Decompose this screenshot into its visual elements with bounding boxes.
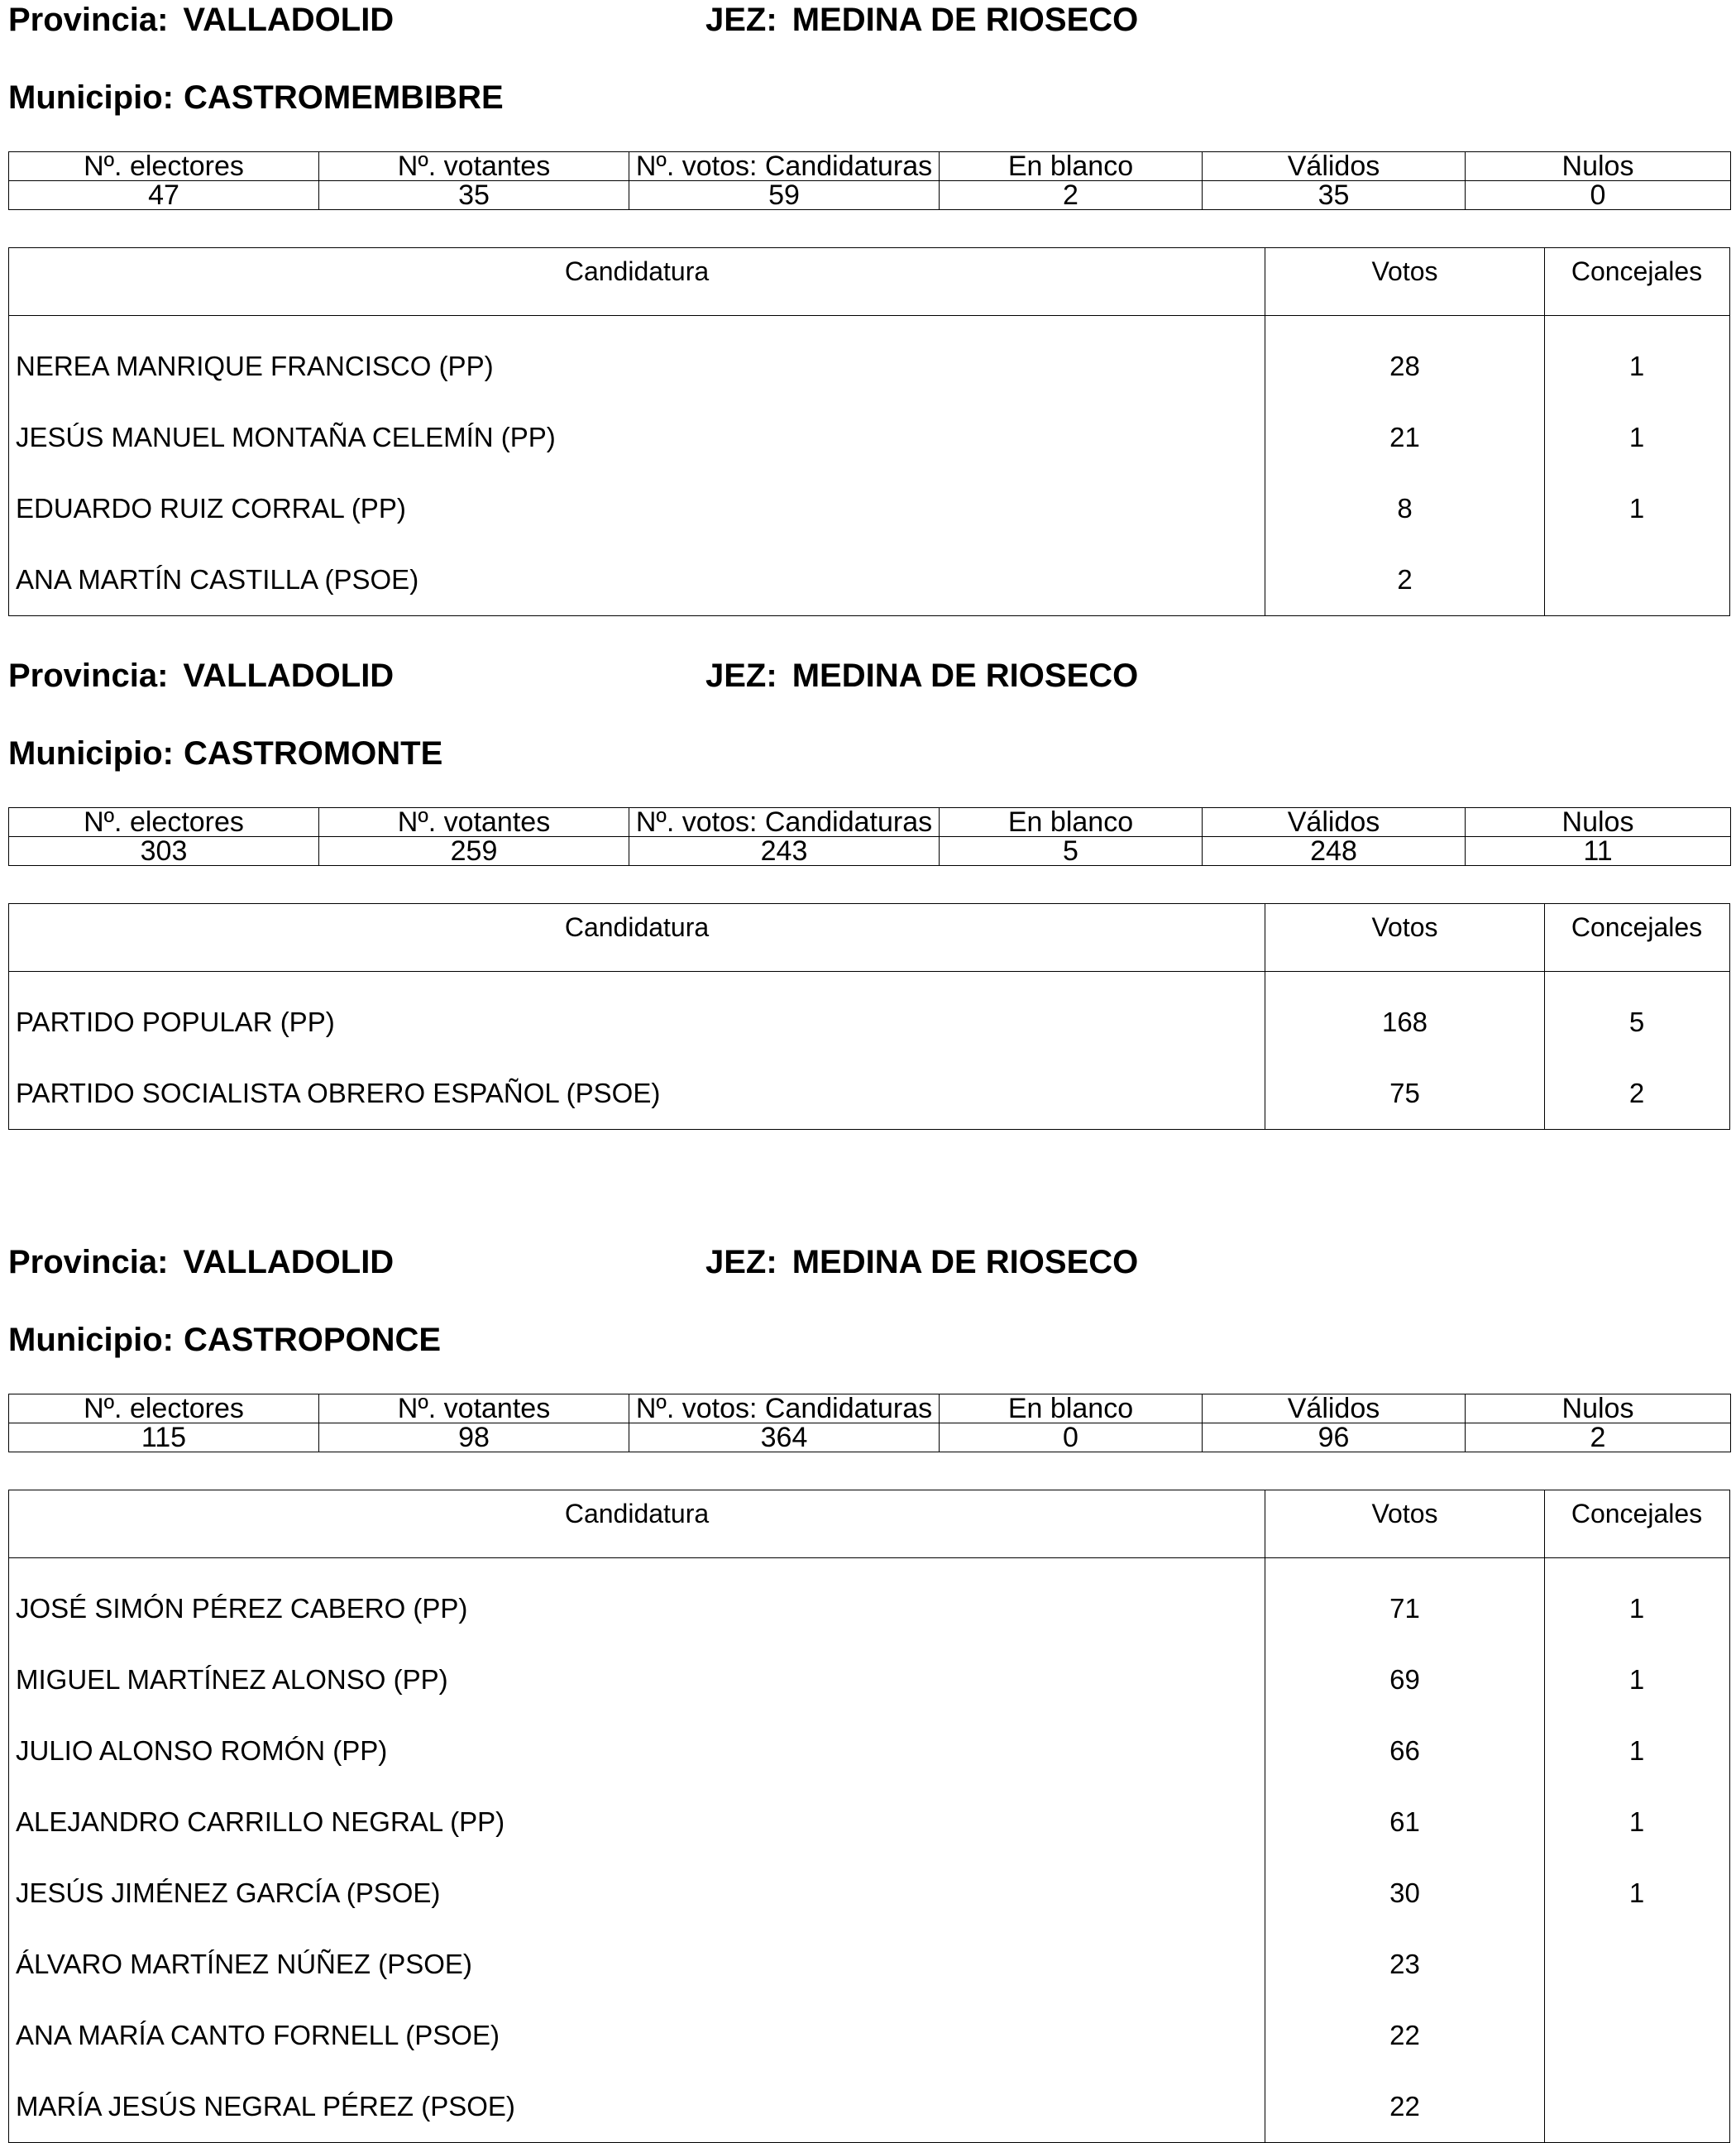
stats-value-cell: 98 <box>319 1423 629 1452</box>
stats-value-cell: 35 <box>1203 181 1466 210</box>
stats-value-cell: 2 <box>1466 1423 1731 1452</box>
candidate-name: ALEJANDRO CARRILLO NEGRAL (PP) <box>9 1787 1265 1858</box>
candidate-name: PARTIDO POPULAR (PP) <box>9 987 1265 1058</box>
stats-header-cell: Nº. votantes <box>319 1394 629 1423</box>
stats-value-cell: 0 <box>940 1423 1203 1452</box>
candidates-header-row <box>9 904 1729 972</box>
candidate-row <box>9 1644 1729 1715</box>
votos-header: Votos <box>1265 1490 1545 1557</box>
jez-heading <box>705 0 1138 40</box>
candidate-votos: 23 <box>1265 1929 1545 2000</box>
candidatura-header: Candidatura <box>9 904 1265 971</box>
candidate-votos: 75 <box>1265 1058 1545 1129</box>
candidate-concejales: 5 <box>1628 1007 1645 1037</box>
stats-table <box>8 151 1731 210</box>
candidate-name: JOSÉ SIMÓN PÉREZ CABERO (PP) <box>9 1573 1265 1644</box>
municipio-value: CASTROPONCE <box>183 1322 442 1358</box>
candidate-votos: 22 <box>1265 2000 1545 2071</box>
concejales-header: Concejales <box>1571 256 1703 286</box>
jez-label: JEZ: <box>705 658 777 694</box>
stats-header-cell: Nulos <box>1466 808 1731 837</box>
candidate-row <box>9 402 1729 473</box>
stats-value-cell: 47 <box>9 181 319 210</box>
candidate-row <box>9 331 1729 402</box>
jez-heading <box>705 656 1138 696</box>
stats-value-cell: 115 <box>9 1423 319 1452</box>
candidate-name: ANA MARÍA CANTO FORNELL (PSOE) <box>9 2000 1265 2071</box>
candidate-concejales <box>1545 2000 1729 2071</box>
jez-label: JEZ: <box>705 1244 777 1280</box>
municipio-value: CASTROMONTE <box>183 735 443 772</box>
candidate-votos: 21 <box>1265 402 1545 473</box>
stats-value-cell: 35 <box>319 181 629 210</box>
provincia-value: VALLADOLID <box>183 1244 395 1280</box>
stats-header-cell: En blanco <box>940 152 1203 181</box>
candidate-votos: 28 <box>1265 331 1545 402</box>
candidate-votos: 71 <box>1265 1573 1545 1644</box>
stats-value-cell: 2 <box>940 181 1203 210</box>
stats-header-cell: Nº. votantes <box>319 808 629 837</box>
candidate-concejales: 1 <box>1628 1735 1645 1766</box>
jez-value: MEDINA DE RIOSECO <box>791 2 1139 38</box>
candidatura-header: Candidatura <box>9 1490 1265 1557</box>
stats-header-row <box>9 1394 1731 1423</box>
municipio-label: Municipio: <box>8 79 174 116</box>
candidate-concejales <box>1545 1929 1729 2000</box>
candidate-votos: 66 <box>1265 1715 1545 1787</box>
candidate-name: EDUARDO RUIZ CORRAL (PP) <box>9 473 1265 544</box>
municipio-heading <box>8 1320 441 1360</box>
provincia-heading <box>8 1242 394 1282</box>
municipio-heading <box>8 734 442 773</box>
candidate-concejales: 1 <box>1628 1878 1645 1908</box>
stats-value-cell: 59 <box>629 181 940 210</box>
candidate-votos: 69 <box>1265 1644 1545 1715</box>
stats-value-cell: 5 <box>940 837 1203 866</box>
candidate-name: JULIO ALONSO ROMÓN (PP) <box>9 1715 1265 1787</box>
candidate-row <box>9 544 1729 615</box>
candidate-row <box>9 473 1729 544</box>
candidate-concejales: 1 <box>1628 1593 1645 1624</box>
spacer <box>9 316 1729 331</box>
candidates-header-row <box>9 1490 1729 1558</box>
candidate-votos: 2 <box>1265 544 1545 615</box>
stats-header-cell: Nº. votos: Candidaturas <box>629 1394 940 1423</box>
provincia-label: Provincia: <box>8 1244 169 1280</box>
stats-value-row <box>9 1423 1731 1452</box>
stats-header-cell: Nº. votos: Candidaturas <box>629 152 940 181</box>
candidate-row <box>9 1929 1729 2000</box>
stats-value-row <box>9 181 1731 210</box>
candidate-row <box>9 1573 1729 1644</box>
stats-header-cell: Nº. votos: Candidaturas <box>629 808 940 837</box>
spacer <box>9 1558 1729 1573</box>
candidates-header-row <box>9 248 1729 316</box>
provincia-label: Provincia: <box>8 658 169 694</box>
stats-value-cell: 0 <box>1466 181 1731 210</box>
concejales-header: Concejales <box>1571 1499 1703 1528</box>
stats-header-cell: En blanco <box>940 808 1203 837</box>
stats-value-row <box>9 837 1731 866</box>
candidate-row <box>9 1715 1729 1787</box>
stats-header-cell: Válidos <box>1203 1394 1466 1423</box>
stats-value-cell: 248 <box>1203 837 1466 866</box>
candidate-row <box>9 2000 1729 2071</box>
provincia-heading <box>8 0 394 40</box>
candidate-votos: 30 <box>1265 1858 1545 1929</box>
stats-header-row <box>9 808 1731 837</box>
candidate-row <box>9 2071 1729 2142</box>
candidate-concejales <box>1545 2071 1729 2142</box>
candidate-votos: 61 <box>1265 1787 1545 1858</box>
stats-header-cell: Nº. electores <box>9 152 319 181</box>
municipio-value: CASTROMEMBIBRE <box>183 79 504 116</box>
candidate-concejales: 2 <box>1628 1078 1645 1108</box>
municipio-heading <box>8 78 504 117</box>
provincia-heading <box>8 656 394 696</box>
candidate-row <box>9 1858 1729 1929</box>
stats-table <box>8 807 1731 866</box>
candidate-name: JESÚS JIMÉNEZ GARCÍA (PSOE) <box>9 1858 1265 1929</box>
stats-header-cell: Nº. electores <box>9 808 319 837</box>
jez-value: MEDINA DE RIOSECO <box>791 1244 1139 1280</box>
stats-header-cell: Nº. votantes <box>319 152 629 181</box>
provincia-value: VALLADOLID <box>183 2 395 38</box>
candidate-row <box>9 987 1729 1058</box>
candidate-name: ANA MARTÍN CASTILLA (PSOE) <box>9 544 1265 615</box>
stats-value-cell: 11 <box>1466 837 1731 866</box>
candidate-name: JESÚS MANUEL MONTAÑA CELEMÍN (PP) <box>9 402 1265 473</box>
candidate-row <box>9 1787 1729 1858</box>
candidate-name: PARTIDO SOCIALISTA OBRERO ESPAÑOL (PSOE) <box>9 1058 1265 1129</box>
stats-header-row <box>9 152 1731 181</box>
candidatura-header: Candidatura <box>9 248 1265 315</box>
stats-header-cell: Nº. electores <box>9 1394 319 1423</box>
candidate-concejales <box>1545 544 1729 615</box>
candidate-concejales: 1 <box>1628 422 1645 452</box>
candidates-table <box>8 247 1730 616</box>
candidate-votos: 8 <box>1265 473 1545 544</box>
municipio-label: Municipio: <box>8 735 174 772</box>
jez-value: MEDINA DE RIOSECO <box>791 658 1139 694</box>
stats-value-cell: 364 <box>629 1423 940 1452</box>
candidate-concejales: 1 <box>1628 1806 1645 1837</box>
provincia-value: VALLADOLID <box>183 658 395 694</box>
candidate-votos: 168 <box>1265 987 1545 1058</box>
votos-header: Votos <box>1265 904 1545 971</box>
provincia-label: Provincia: <box>8 2 169 38</box>
candidate-row <box>9 1058 1729 1129</box>
candidate-concejales: 1 <box>1628 351 1645 381</box>
jez-label: JEZ: <box>705 2 777 38</box>
candidate-concejales: 1 <box>1628 493 1645 524</box>
candidate-name: NEREA MANRIQUE FRANCISCO (PP) <box>9 331 1265 402</box>
concejales-header: Concejales <box>1571 912 1703 942</box>
stats-value-cell: 96 <box>1203 1423 1466 1452</box>
candidate-name: MARÍA JESÚS NEGRAL PÉREZ (PSOE) <box>9 2071 1265 2142</box>
candidate-name: MIGUEL MARTÍNEZ ALONSO (PP) <box>9 1644 1265 1715</box>
stats-table <box>8 1394 1731 1452</box>
stats-value-cell: 259 <box>319 837 629 866</box>
candidate-name: ÁLVARO MARTÍNEZ NÚÑEZ (PSOE) <box>9 1929 1265 2000</box>
jez-heading <box>705 1242 1138 1282</box>
municipio-label: Municipio: <box>8 1322 174 1358</box>
stats-header-cell: En blanco <box>940 1394 1203 1423</box>
candidates-table <box>8 1490 1730 2143</box>
stats-value-cell: 303 <box>9 837 319 866</box>
candidate-concejales: 1 <box>1628 1664 1645 1695</box>
candidate-votos: 22 <box>1265 2071 1545 2142</box>
stats-header-cell: Nulos <box>1466 1394 1731 1423</box>
stats-header-cell: Válidos <box>1203 808 1466 837</box>
votos-header: Votos <box>1265 248 1545 315</box>
stats-header-cell: Nulos <box>1466 152 1731 181</box>
stats-value-cell: 243 <box>629 837 940 866</box>
spacer <box>9 972 1729 987</box>
stats-header-cell: Válidos <box>1203 152 1466 181</box>
candidates-table <box>8 903 1730 1130</box>
